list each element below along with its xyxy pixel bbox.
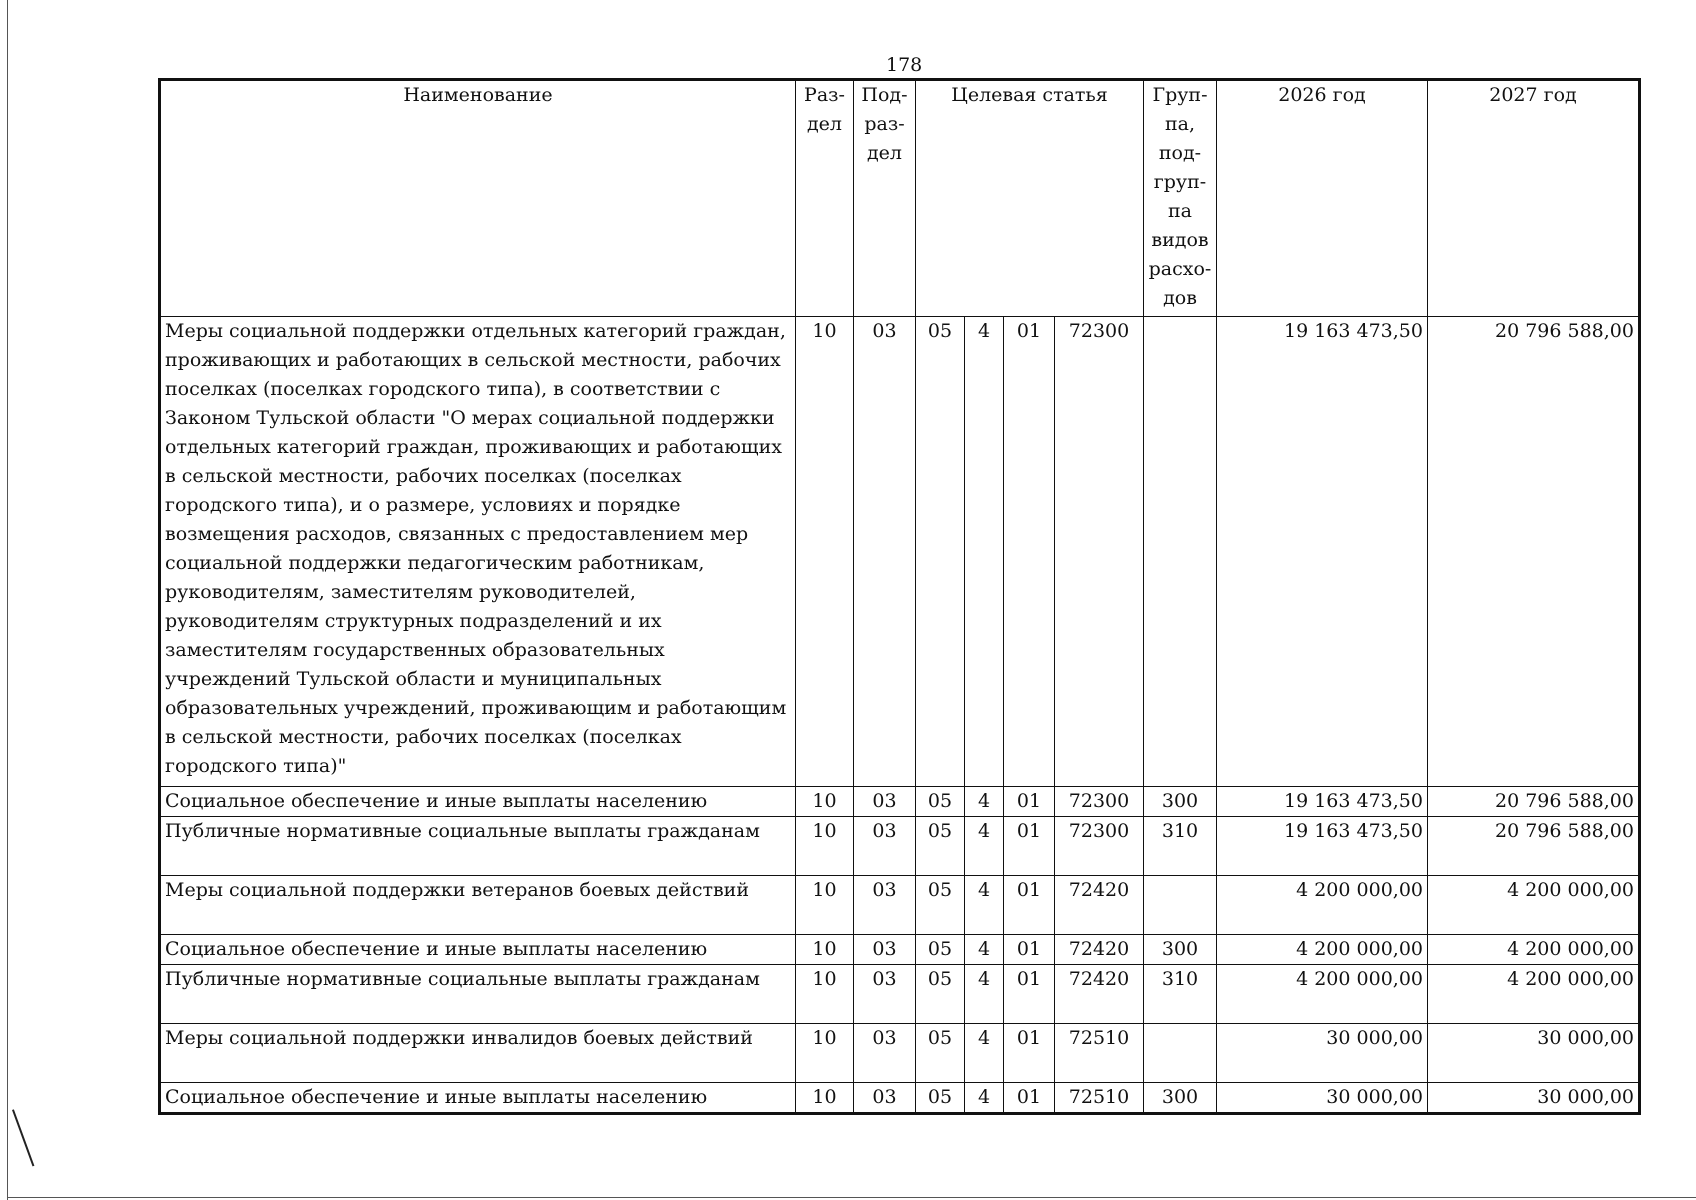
row-name: Публичные нормативные социальные выплаты гражданам xyxy=(160,817,796,876)
row-tselevaya-2: 4 xyxy=(965,817,1004,876)
row-razdel: 10 xyxy=(796,787,854,817)
header-name: Наименование xyxy=(160,80,796,317)
row-tselevaya-1: 05 xyxy=(916,1083,965,1114)
header-tselevaya-statya: Целевая статья xyxy=(916,80,1144,317)
row-vid-raskhodov xyxy=(1144,876,1217,935)
row-razdel: 10 xyxy=(796,935,854,965)
row-amount-2027: 20 796 588,00 xyxy=(1428,787,1640,817)
scan-border-left xyxy=(7,0,8,1200)
row-vid-raskhodov xyxy=(1144,1024,1217,1083)
row-tselevaya-3: 01 xyxy=(1004,787,1055,817)
row-podrazdel: 03 xyxy=(854,317,916,787)
row-amount-2026: 19 163 473,50 xyxy=(1217,787,1428,817)
row-name: Меры социальной поддержки ветеранов боевых действий xyxy=(160,876,796,935)
row-name: Публичные нормативные социальные выплаты гражданам xyxy=(160,965,796,1024)
row-tselevaya-3: 01 xyxy=(1004,1024,1055,1083)
row-name: Меры социальной поддержки отдельных категорий граждан, проживающих и работающих в сельской местности, рабочих поселках (поселках городского типа), в соответствии с Законом Тульской области "О мерах социальной поддержки отдельных категорий граждан, проживающих и работающих в сельской местности, рабочих поселках (поселках городского типа), и о размере, условиях и порядке возмещения расходов, связанных с предоставлением мер социальной поддержки педагогическим работникам, руководителям, заместителям руководителей, руководителям структурных подразделений и их заместителям государственных образовательных учреждений Тульской области и муниципальных образовательных учреждений, проживающим и работающим в сельской местности, рабочих поселках (поселках городского типа)" xyxy=(160,317,796,787)
row-vid-raskhodov: 310 xyxy=(1144,965,1217,1024)
row-tselevaya-1: 05 xyxy=(916,1024,965,1083)
row-tselevaya-2: 4 xyxy=(965,965,1004,1024)
row-podrazdel: 03 xyxy=(854,1083,916,1114)
row-podrazdel: 03 xyxy=(854,965,916,1024)
row-tselevaya-4: 72300 xyxy=(1055,817,1144,876)
row-vid-raskhodov: 300 xyxy=(1144,1083,1217,1114)
table-row xyxy=(160,787,1640,817)
header-razdel: Раз- дел xyxy=(796,80,854,317)
row-amount-2026: 30 000,00 xyxy=(1217,1083,1428,1114)
table-row xyxy=(160,1024,1640,1083)
header-gruppa-vidov-raskhodov: Груп- па, под- груп- па видов расхо- дов xyxy=(1144,80,1217,317)
row-tselevaya-4: 72420 xyxy=(1055,876,1144,935)
row-tselevaya-2: 4 xyxy=(965,787,1004,817)
row-tselevaya-3: 01 xyxy=(1004,935,1055,965)
page-number: 178 xyxy=(886,54,923,76)
row-amount-2026: 4 200 000,00 xyxy=(1217,876,1428,935)
header-podrazdel: Под- раз- дел xyxy=(854,80,916,317)
row-amount-2027: 20 796 588,00 xyxy=(1428,317,1640,787)
row-name: Социальное обеспечение и иные выплаты населению xyxy=(160,787,796,817)
row-razdel: 10 xyxy=(796,817,854,876)
row-vid-raskhodov xyxy=(1144,317,1217,787)
row-razdel: 10 xyxy=(796,1024,854,1083)
row-podrazdel: 03 xyxy=(854,787,916,817)
row-tselevaya-3: 01 xyxy=(1004,317,1055,787)
table-row xyxy=(160,1083,1640,1114)
row-tselevaya-2: 4 xyxy=(965,317,1004,787)
row-razdel: 10 xyxy=(796,1083,854,1114)
row-amount-2027: 30 000,00 xyxy=(1428,1024,1640,1083)
row-tselevaya-4: 72300 xyxy=(1055,317,1144,787)
row-podrazdel: 03 xyxy=(854,935,916,965)
row-amount-2027: 4 200 000,00 xyxy=(1428,965,1640,1024)
row-name: Социальное обеспечение и иные выплаты населению xyxy=(160,935,796,965)
row-amount-2026: 19 163 473,50 xyxy=(1217,317,1428,787)
row-name: Социальное обеспечение и иные выплаты населению xyxy=(160,1083,796,1114)
row-tselevaya-1: 05 xyxy=(916,965,965,1024)
row-podrazdel: 03 xyxy=(854,1024,916,1083)
row-tselevaya-3: 01 xyxy=(1004,817,1055,876)
row-tselevaya-3: 01 xyxy=(1004,965,1055,1024)
row-tselevaya-4: 72300 xyxy=(1055,787,1144,817)
table-row xyxy=(160,817,1640,876)
row-tselevaya-4: 72510 xyxy=(1055,1024,1144,1083)
row-tselevaya-4: 72420 xyxy=(1055,935,1144,965)
row-tselevaya-1: 05 xyxy=(916,876,965,935)
row-amount-2026: 4 200 000,00 xyxy=(1217,935,1428,965)
scan-mark xyxy=(12,1109,34,1166)
row-tselevaya-1: 05 xyxy=(916,817,965,876)
row-tselevaya-2: 4 xyxy=(965,1083,1004,1114)
row-tselevaya-3: 01 xyxy=(1004,1083,1055,1114)
row-amount-2026: 30 000,00 xyxy=(1217,1024,1428,1083)
row-name: Меры социальной поддержки инвалидов боевых действий xyxy=(160,1024,796,1083)
row-podrazdel: 03 xyxy=(854,817,916,876)
row-tselevaya-2: 4 xyxy=(965,876,1004,935)
header-2026: 2026 год xyxy=(1217,80,1428,317)
row-amount-2027: 4 200 000,00 xyxy=(1428,876,1640,935)
row-tselevaya-3: 01 xyxy=(1004,876,1055,935)
row-tselevaya-4: 72420 xyxy=(1055,965,1144,1024)
row-vid-raskhodov: 310 xyxy=(1144,817,1217,876)
header-row xyxy=(160,80,1640,317)
row-amount-2027: 4 200 000,00 xyxy=(1428,935,1640,965)
table-row xyxy=(160,876,1640,935)
scan-border-bottom xyxy=(7,1197,1696,1198)
row-tselevaya-1: 05 xyxy=(916,935,965,965)
budget-table xyxy=(158,78,1641,1115)
row-podrazdel: 03 xyxy=(854,876,916,935)
row-vid-raskhodov: 300 xyxy=(1144,787,1217,817)
row-tselevaya-4: 72510 xyxy=(1055,1083,1144,1114)
row-amount-2027: 30 000,00 xyxy=(1428,1083,1640,1114)
row-amount-2026: 19 163 473,50 xyxy=(1217,817,1428,876)
table-row xyxy=(160,935,1640,965)
row-amount-2027: 20 796 588,00 xyxy=(1428,817,1640,876)
row-tselevaya-1: 05 xyxy=(916,787,965,817)
row-tselevaya-2: 4 xyxy=(965,1024,1004,1083)
table-row xyxy=(160,317,1640,787)
row-tselevaya-1: 05 xyxy=(916,317,965,787)
row-vid-raskhodov: 300 xyxy=(1144,935,1217,965)
header-2027: 2027 год xyxy=(1428,80,1640,317)
row-razdel: 10 xyxy=(796,965,854,1024)
row-razdel: 10 xyxy=(796,317,854,787)
table-row xyxy=(160,965,1640,1024)
row-razdel: 10 xyxy=(796,876,854,935)
row-amount-2026: 4 200 000,00 xyxy=(1217,965,1428,1024)
row-tselevaya-2: 4 xyxy=(965,935,1004,965)
